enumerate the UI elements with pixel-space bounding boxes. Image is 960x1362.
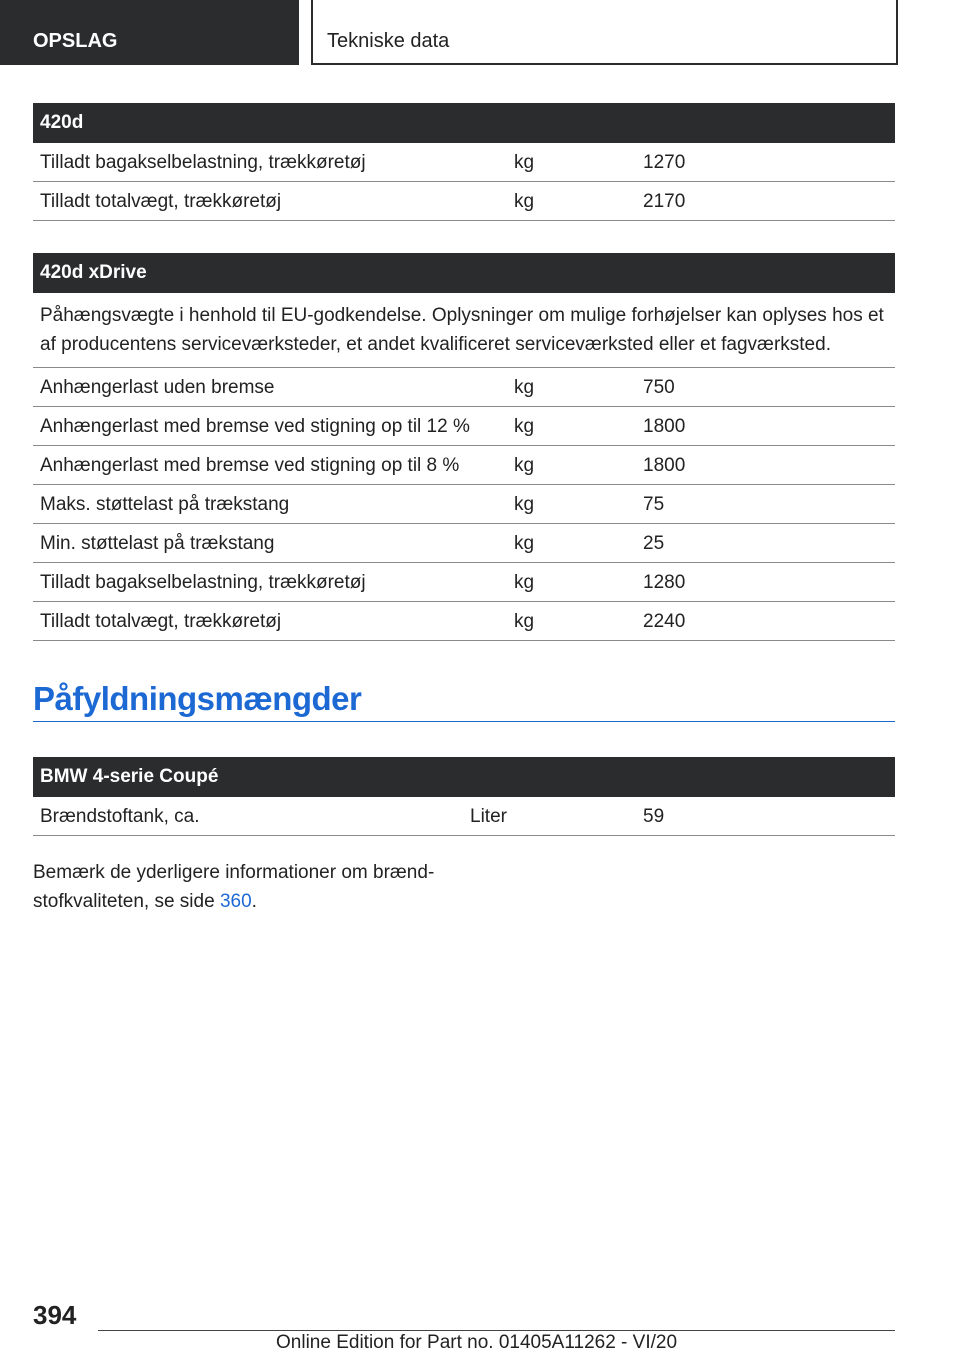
row-value: 1270 <box>643 152 686 173</box>
table-note-line: af producentens serviceværksteder, et andet kvalificeret serviceværksted eller et fagværksted. <box>40 334 831 355</box>
section-title: Påfyldningsmængder <box>33 680 362 717</box>
fuel-note <box>33 858 463 916</box>
table-420d-xdrive <box>33 253 895 641</box>
fuel-note-line <box>33 887 463 916</box>
table-note-line: Påhængsvægte i henhold til EU-godkendelse. Oplysninger om mulige forhøjelser kan oplyses hos et <box>40 305 884 326</box>
fuel-note-line: Bemærk de yderligere informationer om brænd- <box>33 862 435 883</box>
row-unit: kg <box>514 416 535 437</box>
row-unit: kg <box>514 572 535 593</box>
table-row <box>33 563 895 602</box>
row-value: 2170 <box>643 191 686 212</box>
table-capacity <box>33 757 895 836</box>
row-value: 2240 <box>643 611 686 632</box>
row-label: Anhængerlast med bremse ved stigning op til 12 % <box>40 416 470 437</box>
row-unit: kg <box>514 494 535 515</box>
row-value: 75 <box>643 494 665 515</box>
row-unit: kg <box>514 377 535 398</box>
fuel-note-text: stofkvaliteten, se side <box>33 891 220 912</box>
table-note <box>33 293 895 368</box>
row-unit: kg <box>514 611 535 632</box>
page-number: 394 <box>33 1300 77 1330</box>
chapter-tab-label: Tekniske data <box>327 30 450 52</box>
row-label: Tilladt bagakselbelastning, trækkøretøj <box>40 152 366 173</box>
row-label: Anhængerlast uden bremse <box>40 377 275 398</box>
footer-edition: Online Edition for Part no. 01405A11262 - VI/20 <box>276 1332 678 1353</box>
row-label: Maks. støttelast på trækstang <box>40 494 290 515</box>
table-header: 420d xDrive <box>33 253 895 293</box>
row-unit: kg <box>514 191 535 212</box>
row-label: Brændstoftank, ca. <box>40 806 200 827</box>
table-row <box>33 602 895 641</box>
chapter-tab[interactable] <box>311 0 898 65</box>
footer-divider <box>98 1330 895 1331</box>
section-tab[interactable] <box>0 0 299 65</box>
row-unit: kg <box>514 152 535 173</box>
table-420d <box>33 103 895 221</box>
row-value: 25 <box>643 533 665 554</box>
row-unit: kg <box>514 455 535 476</box>
row-value: 750 <box>643 377 675 398</box>
row-label: Tilladt totalvægt, trækkøretøj <box>40 611 282 632</box>
row-label: Tilladt bagakselbelastning, trækkøretøj <box>40 572 366 593</box>
table-row <box>33 446 895 485</box>
section-divider <box>33 721 895 722</box>
row-value: 1800 <box>643 455 686 476</box>
table-row <box>33 143 895 182</box>
row-label: Tilladt totalvægt, trækkøretøj <box>40 191 282 212</box>
section-tab-label: OPSLAG <box>33 30 118 52</box>
table-header: 420d <box>33 103 895 143</box>
row-value: 59 <box>643 806 665 827</box>
table-row <box>33 797 895 836</box>
row-label: Min. støttelast på trækstang <box>40 533 275 554</box>
page-reference-link[interactable]: 360 <box>219 891 252 912</box>
table-row <box>33 485 895 524</box>
row-value: 1280 <box>643 572 686 593</box>
row-unit: Liter <box>470 806 507 827</box>
table-row <box>33 368 895 407</box>
table-header: BMW 4-serie Coupé <box>33 757 895 797</box>
table-row <box>33 524 895 563</box>
table-row <box>33 407 895 446</box>
row-value: 1800 <box>643 416 686 437</box>
row-unit: kg <box>514 533 535 554</box>
table-row <box>33 182 895 221</box>
row-label: Anhængerlast med bremse ved stigning op til 8 % <box>40 455 460 476</box>
fuel-note-period: . <box>251 891 257 912</box>
